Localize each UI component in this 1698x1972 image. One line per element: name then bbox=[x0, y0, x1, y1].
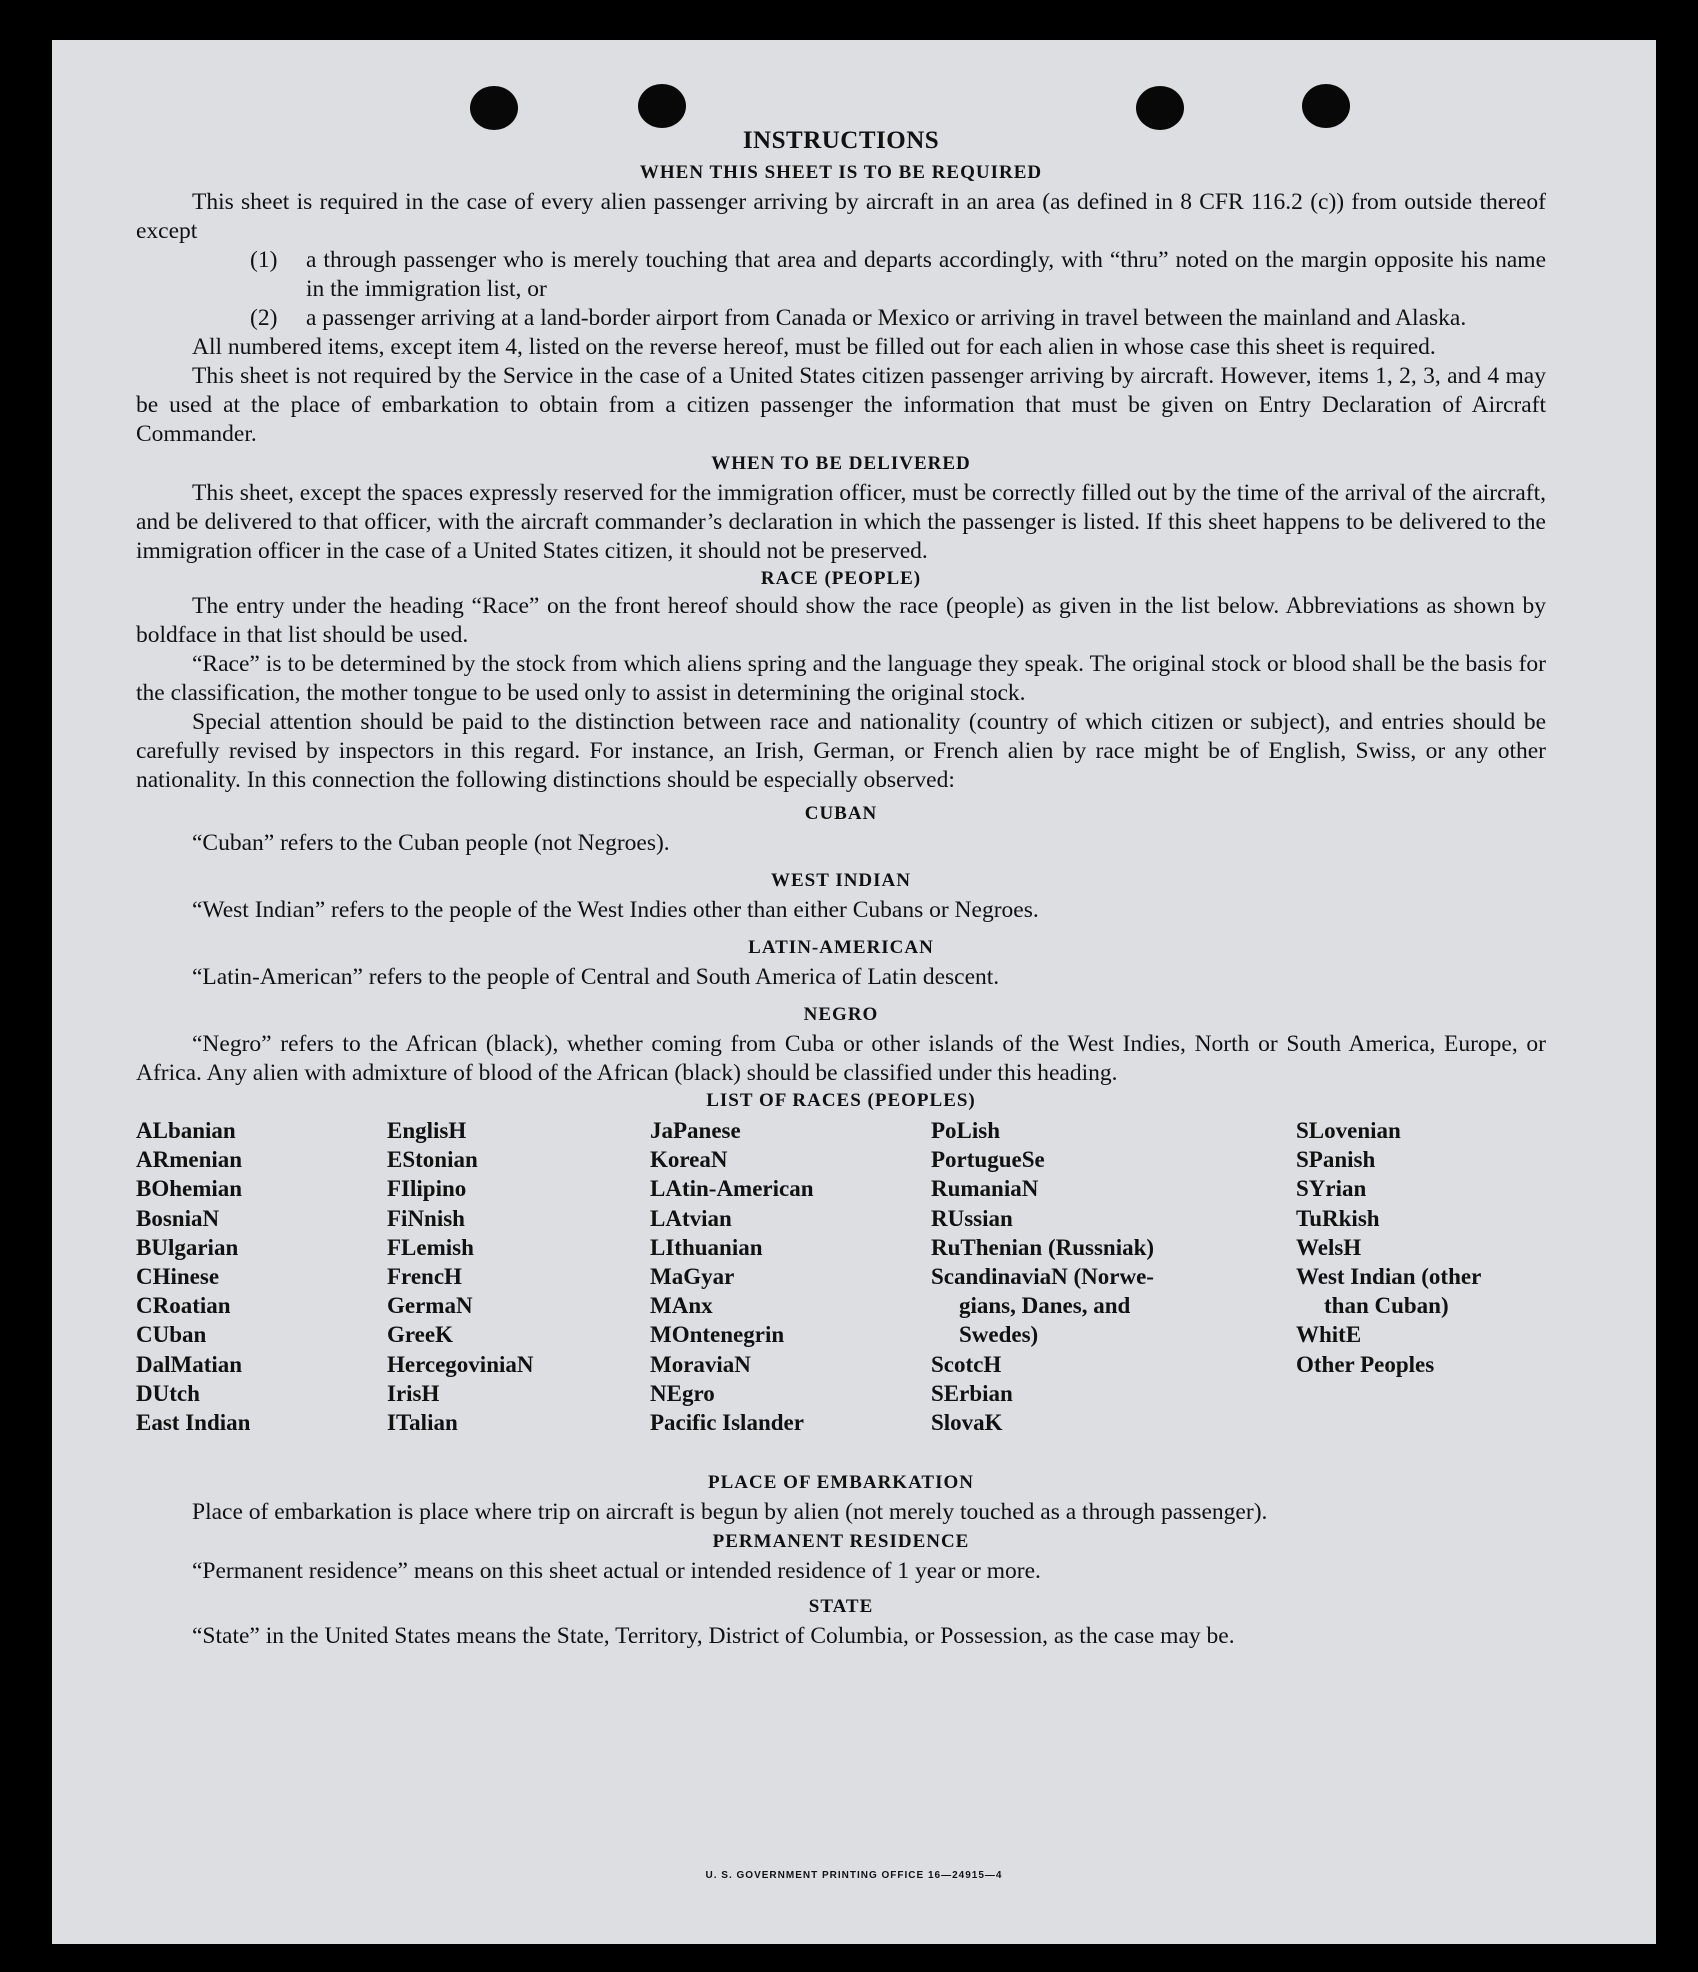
race-item: BOhemian bbox=[136, 1176, 243, 1202]
page-title: INSTRUCTIONS bbox=[742, 127, 940, 154]
race-item: SLovenian bbox=[1296, 1118, 1401, 1143]
race-item: DalMatian bbox=[136, 1351, 243, 1377]
heading-list-of-races: LIST OF RACES (PEOPLES) bbox=[706, 1090, 976, 1111]
race-item: EStonian bbox=[387, 1147, 478, 1173]
race-item: RUssian bbox=[931, 1205, 1013, 1231]
race-item-continued: than Cuban) bbox=[1324, 1293, 1449, 1319]
printing-office-footer: U. S. GOVERNMENT PRINTING OFFICE 16—24915—4 bbox=[705, 1870, 1003, 1881]
exception-number: (1) bbox=[250, 247, 278, 273]
exception-item bbox=[136, 246, 1546, 304]
race-item: BUlgarian bbox=[136, 1234, 239, 1260]
race-item: SErbian bbox=[931, 1380, 1013, 1406]
paragraph-numbered-items: All numbered items, except item 4, listed on the reverse hereof, must be filled out for each alien in whose case this sheet is required. bbox=[192, 334, 1436, 360]
heading-race: RACE (PEOPLE) bbox=[760, 568, 922, 589]
paragraph-race-entry: The entry under the heading “Race” on the front hereof should show the race (people) as given in the list below. Abbreviations as shown by boldface in that list should be used. bbox=[136, 593, 1546, 648]
race-item: ScotcH bbox=[931, 1351, 1002, 1377]
race-item: Other Peoples bbox=[1296, 1351, 1435, 1377]
paragraph-citizen: This sheet is not required by the Service in the case of a United States citizen passenger arriving by aircraft. However, items 1, 2, 3, and 4 may be used at the place of embarkation to obtain from a citizen passenger the information that must be given on Entry Declaration of Aircraft Commander. bbox=[136, 363, 1546, 447]
races-column-4 bbox=[931, 1116, 1154, 1437]
heading-cuban: CUBAN bbox=[804, 803, 878, 824]
exception-number: (2) bbox=[250, 305, 278, 331]
instructions-body bbox=[136, 124, 1546, 1651]
race-item: ALbanian bbox=[136, 1118, 236, 1143]
race-item: LIthuanian bbox=[650, 1234, 763, 1260]
exception-text: a passenger arriving at a land-border airport from Canada or Mexico or arriving in travel between the mainland and Alaska. bbox=[306, 305, 1467, 331]
race-item: FrencH bbox=[387, 1264, 462, 1290]
document-sheet bbox=[52, 40, 1656, 1944]
race-item: CRoatian bbox=[136, 1293, 231, 1319]
race-item: ITalian bbox=[387, 1410, 458, 1436]
punch-hole bbox=[1302, 84, 1350, 128]
race-item: SYrian bbox=[1296, 1176, 1367, 1202]
race-item: FiNnish bbox=[387, 1205, 465, 1231]
races-column-3 bbox=[650, 1116, 814, 1437]
definition-state: “State” in the United States means the State, Territory, District of Columbia, or Possession, as the case may be. bbox=[192, 1623, 1235, 1649]
definition-west-indian: “West Indian” refers to the people of the West Indies other than either Cubans or Negroes. bbox=[192, 897, 1039, 923]
exception-text: a through passenger who is merely touching that area and departs accordingly, with “thru” noted on the margin opposite his name in the immigration list, or bbox=[306, 247, 1546, 302]
race-item: Pacific Islander bbox=[650, 1410, 804, 1436]
race-item: MOntenegrin bbox=[650, 1322, 785, 1348]
race-item: CHinese bbox=[136, 1264, 220, 1290]
race-item: FLemish bbox=[387, 1234, 474, 1260]
race-item: DUtch bbox=[136, 1380, 200, 1406]
heading-when-delivered: WHEN TO BE DELIVERED bbox=[711, 453, 971, 474]
definition-negro: “Negro” refers to the African (black), whether coming from Cuba or other islands of the West Indies, North or South America, Europe, or Africa. Any alien with admixture of blood of the African (black) should be classified under this heading. bbox=[136, 1031, 1546, 1086]
heading-west-indian: WEST INDIAN bbox=[771, 870, 911, 891]
race-item: ScandinaviaN (Norwe- bbox=[931, 1264, 1154, 1290]
race-item: IrisH bbox=[387, 1380, 440, 1406]
heading-when-required: WHEN THIS SHEET IS TO BE REQUIRED bbox=[639, 162, 1043, 183]
paragraph-delivered: This sheet, except the spaces expressly reserved for the immigration officer, must be correctly filled out by the time of the arrival of the aircraft, and be delivered to that officer, with the aircraft commander’s declaration in which the passenger is listed. If this sheet happens to be delivered to the immigration officer in the case of a United States citizen, it should not be preserved. bbox=[136, 480, 1546, 564]
race-item-continued: gians, Danes, and bbox=[959, 1293, 1131, 1319]
heading-place-of-embarkation: PLACE OF EMBARKATION bbox=[708, 1472, 974, 1493]
race-item: East Indian bbox=[136, 1410, 251, 1436]
punch-hole bbox=[638, 84, 686, 128]
race-item: NEgro bbox=[650, 1380, 715, 1406]
races-column-1 bbox=[136, 1116, 250, 1437]
race-item: EnglisH bbox=[387, 1118, 467, 1143]
race-item: ARmenian bbox=[136, 1147, 243, 1173]
exception-item bbox=[136, 304, 1546, 333]
race-item: SlovaK bbox=[931, 1410, 1003, 1436]
race-item: BosniaN bbox=[136, 1205, 220, 1231]
race-item: MoraviaN bbox=[650, 1351, 751, 1377]
definition-latin-american: “Latin-American” refers to the people of Central and South America of Latin descent. bbox=[192, 964, 1000, 990]
race-item: FIlipino bbox=[387, 1176, 467, 1202]
definition-residence: “Permanent residence” means on this sheet actual or intended residence of 1 year or more. bbox=[192, 1558, 1041, 1584]
paragraph-race-nationality: Special attention should be paid to the distinction between race and nationality (country of which citizen or subject), and entries should be carefully revised by inspectors in this regard. For instance, an Irish, German, or French alien by race might be of English, Swiss, or any other nationality. In this connection the following distinctions should be especially observed: bbox=[136, 709, 1546, 793]
race-item: MAnx bbox=[650, 1293, 713, 1319]
race-item: LAtin-American bbox=[650, 1176, 814, 1202]
heading-state: STATE bbox=[808, 1596, 874, 1617]
race-item: JaPanese bbox=[650, 1118, 741, 1143]
heading-negro: NEGRO bbox=[803, 1004, 879, 1025]
race-item: West Indian (other bbox=[1296, 1264, 1482, 1290]
race-item: PoLish bbox=[931, 1118, 1001, 1143]
race-item: PortugueSe bbox=[931, 1147, 1045, 1173]
race-item: TuRkish bbox=[1296, 1205, 1380, 1231]
race-item: WhitE bbox=[1296, 1322, 1362, 1348]
race-item: SPanish bbox=[1296, 1147, 1376, 1173]
race-item: GreeK bbox=[387, 1322, 453, 1348]
definition-cuban: “Cuban” refers to the Cuban people (not Negroes). bbox=[192, 830, 670, 856]
race-item: RuThenian (Russniak) bbox=[931, 1234, 1155, 1260]
paragraph-race-stock: “Race” is to be determined by the stock from which aliens spring and the language they speak. The original stock or blood shall be the basis for the classification, the mother tongue to be used only to assist in determining the original stock. bbox=[136, 651, 1546, 706]
race-item: WelsH bbox=[1296, 1234, 1362, 1260]
race-item: KoreaN bbox=[650, 1147, 728, 1173]
paragraph-required: This sheet is required in the case of every alien passenger arriving by aircraft in an area (as defined in 8 CFR 116.2 (c)) from outside thereof except bbox=[136, 189, 1546, 244]
race-item: GermaN bbox=[387, 1293, 473, 1319]
race-item: CUban bbox=[136, 1322, 207, 1348]
race-item: MaGyar bbox=[650, 1264, 735, 1290]
race-item: LAtvian bbox=[650, 1205, 732, 1231]
heading-latin-american: LATIN-AMERICAN bbox=[748, 937, 934, 958]
race-item: RumaniaN bbox=[931, 1176, 1039, 1202]
races-column-5 bbox=[1296, 1116, 1481, 1379]
races-column-2 bbox=[387, 1116, 534, 1437]
definition-embarkation: Place of embarkation is place where trip on aircraft is begun by alien (not merely touched as a through passenger). bbox=[192, 1499, 1268, 1525]
race-item: HercegoviniaN bbox=[387, 1351, 534, 1377]
race-item-continued: Swedes) bbox=[959, 1322, 1039, 1348]
heading-permanent-residence: PERMANENT RESIDENCE bbox=[712, 1531, 970, 1552]
races-list bbox=[136, 1116, 1546, 1468]
